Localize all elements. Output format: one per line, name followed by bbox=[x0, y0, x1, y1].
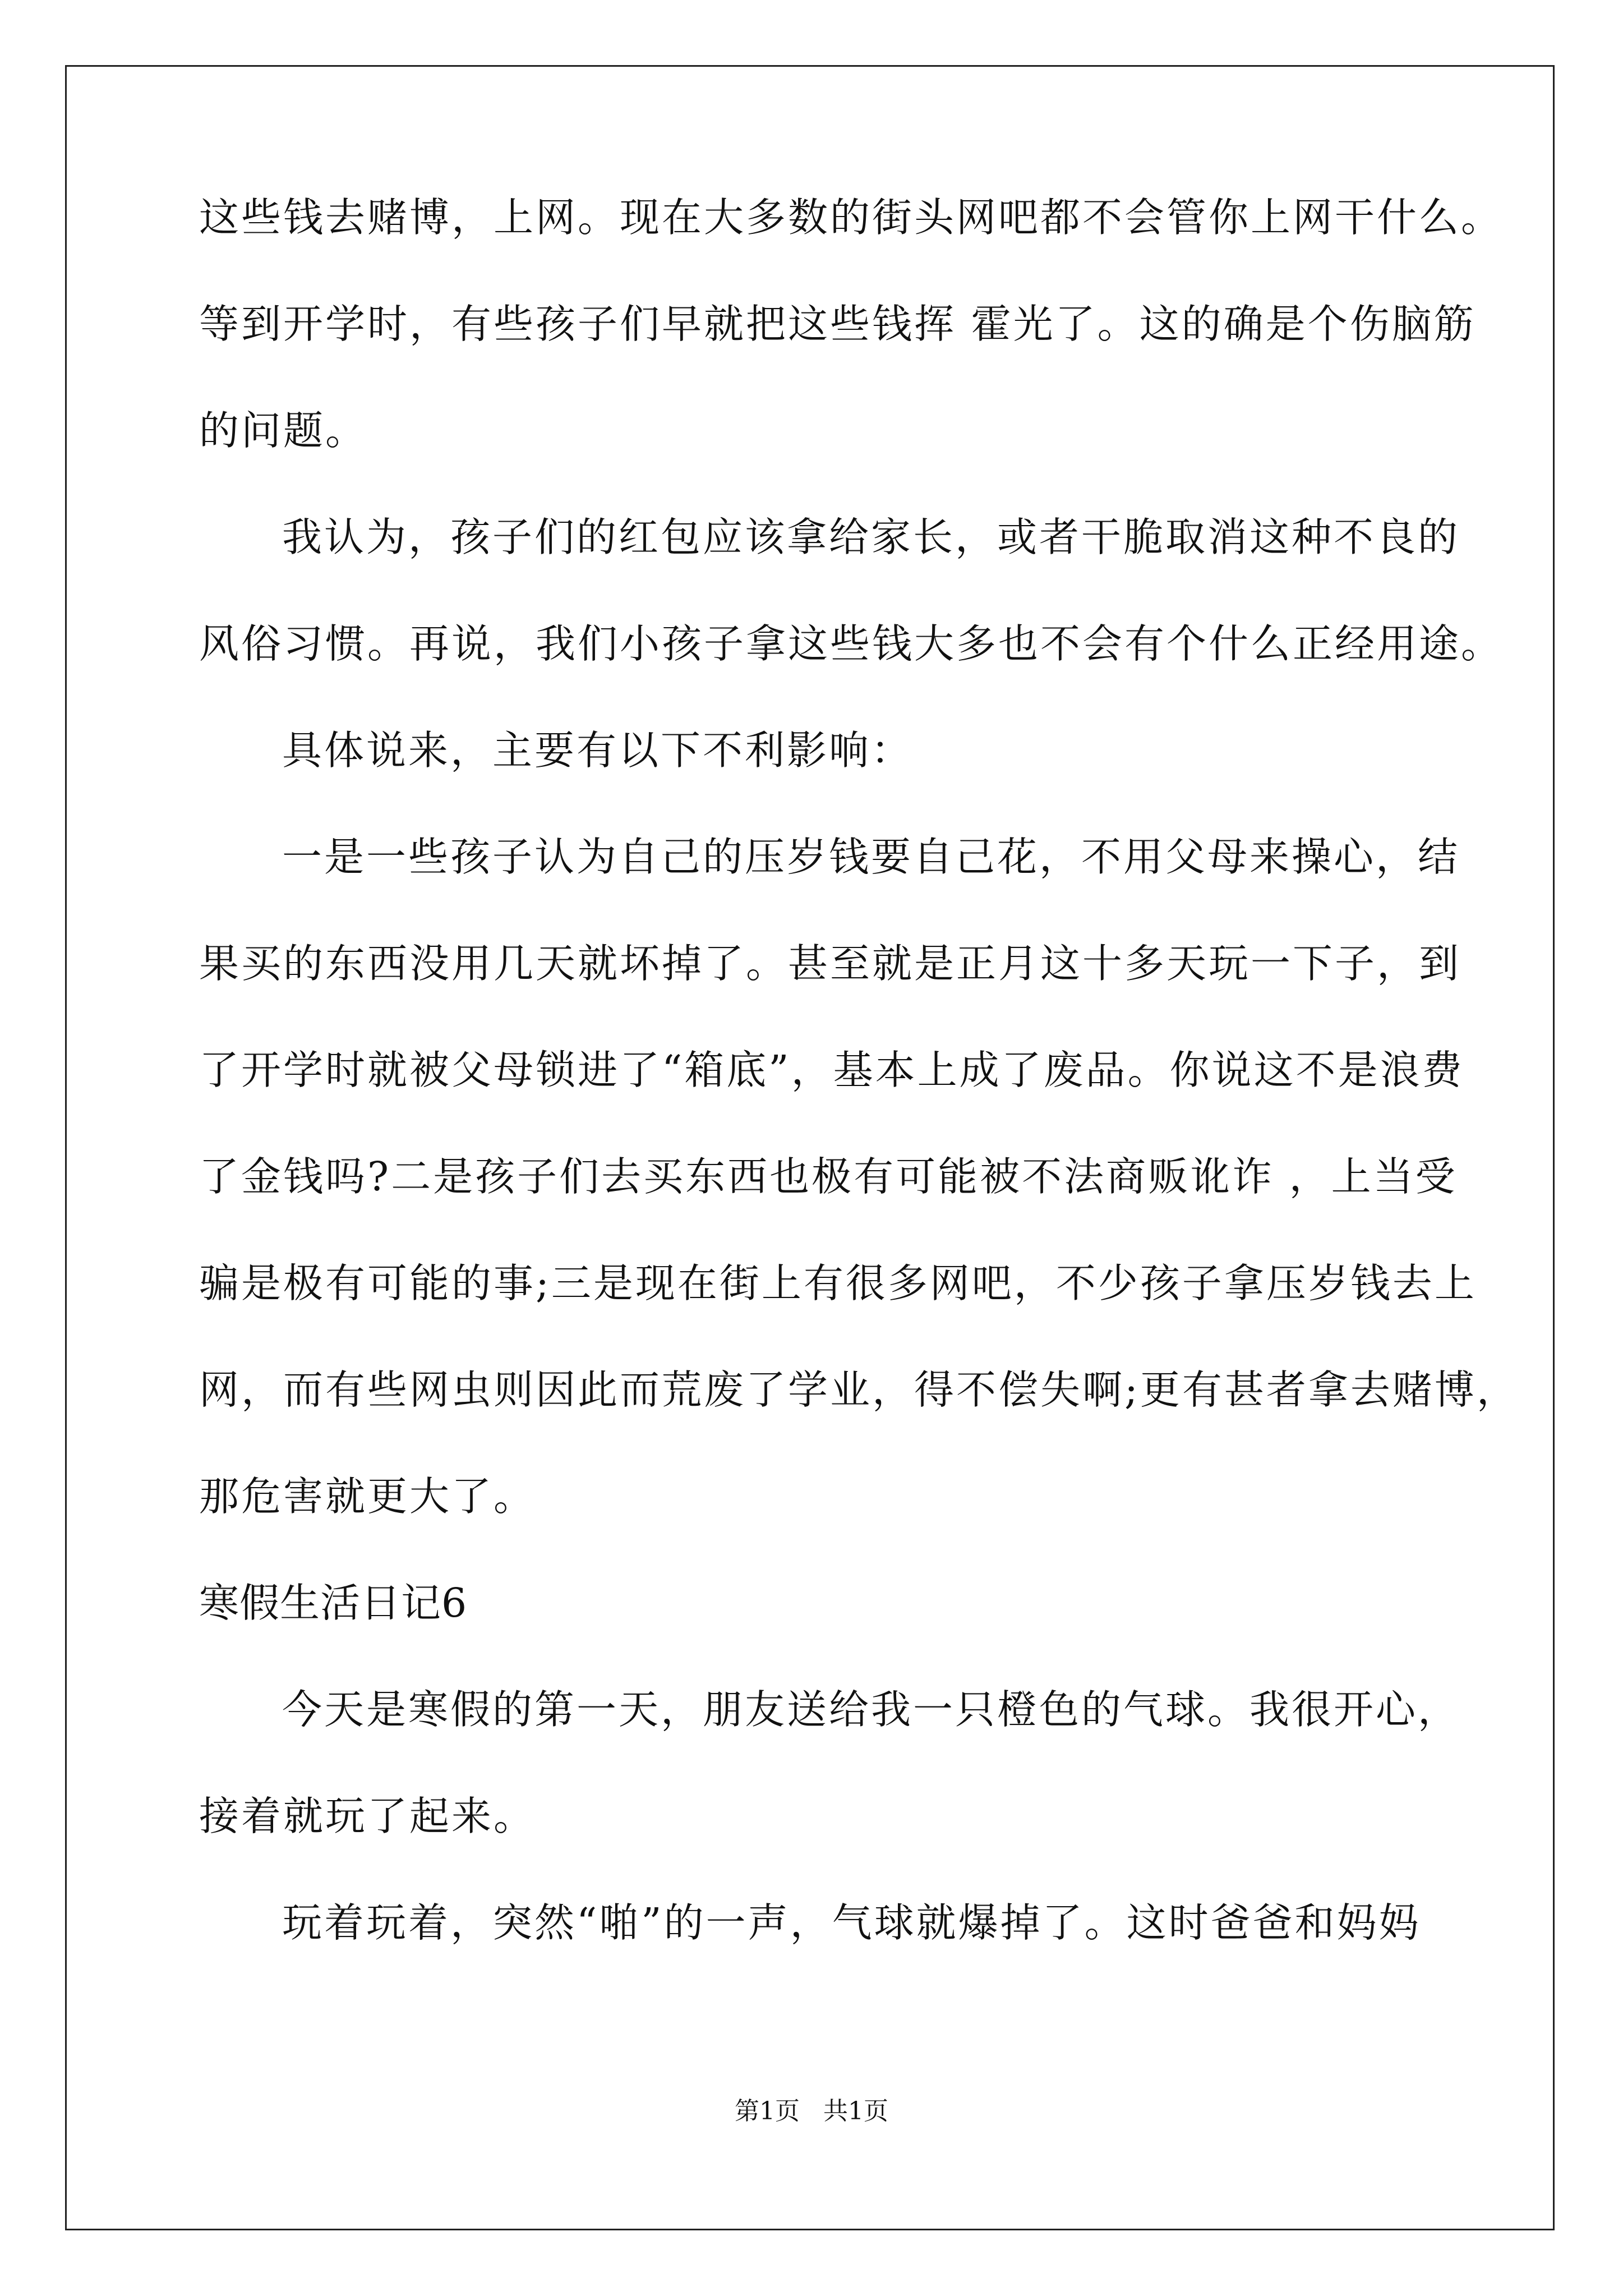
text-line: 等到开学时，有些孩子们早就把这些钱挥 霍光了。这的确是个伤脑筋 bbox=[199, 301, 1476, 347]
text-line: 具体说来，主要有以下不利影响： bbox=[282, 727, 914, 774]
text-line: 的问题。 bbox=[199, 407, 368, 454]
text-line: 今天是寒假的第一天，朋友送给我一只橙色的气球。我很开心， bbox=[282, 1686, 1460, 1733]
text-line: 那危害就更大了。 bbox=[199, 1473, 536, 1520]
text-line: 玩着玩着，突然“啪”的一声，气球就爆掉了。这时爸爸和妈妈 bbox=[282, 1899, 1421, 1946]
text-line: 了开学时就被父母锁进了“箱底”，基本上成了废品。你说这不是浪费 bbox=[199, 1047, 1464, 1093]
text-line: 了金钱吗?二是孩子们去买东西也极有可能被不法商贩讹诈 ，上当受 bbox=[199, 1153, 1458, 1200]
text-line: 接着就玩了起来。 bbox=[199, 1793, 536, 1839]
text-line: 网，而有些网虫则因此而荒废了学业，得不偿失啊;更有甚者拿去赌博， bbox=[199, 1366, 1519, 1413]
section-heading: 寒假生活日记6 bbox=[199, 1580, 468, 1626]
text-line: 一是一些孩子认为自己的压岁钱要自己花，不用父母来操心，结 bbox=[282, 834, 1460, 880]
text-line: 果买的东西没用几天就坏掉了。甚至就是正月这十多天玩一下子，到 bbox=[199, 940, 1461, 987]
text-line: 我认为，孩子们的红包应该拿给家长，或者干脆取消这种不良的 bbox=[282, 514, 1460, 560]
text-line: 风俗习惯。再说，我们小孩子拿这些钱大多也不会有个什么正经用途。 bbox=[199, 620, 1504, 667]
document-body bbox=[199, 194, 1519, 1946]
page-footer: 第1页 共1页 bbox=[735, 2097, 888, 2125]
text-line: 这些钱去赌博，上网。现在大多数的街头网吧都不会管你上网干什么。 bbox=[199, 194, 1504, 241]
text-line: 骗是极有可能的事;三是现在街上有很多网吧，不少孩子拿压岁钱去上 bbox=[199, 1260, 1477, 1306]
